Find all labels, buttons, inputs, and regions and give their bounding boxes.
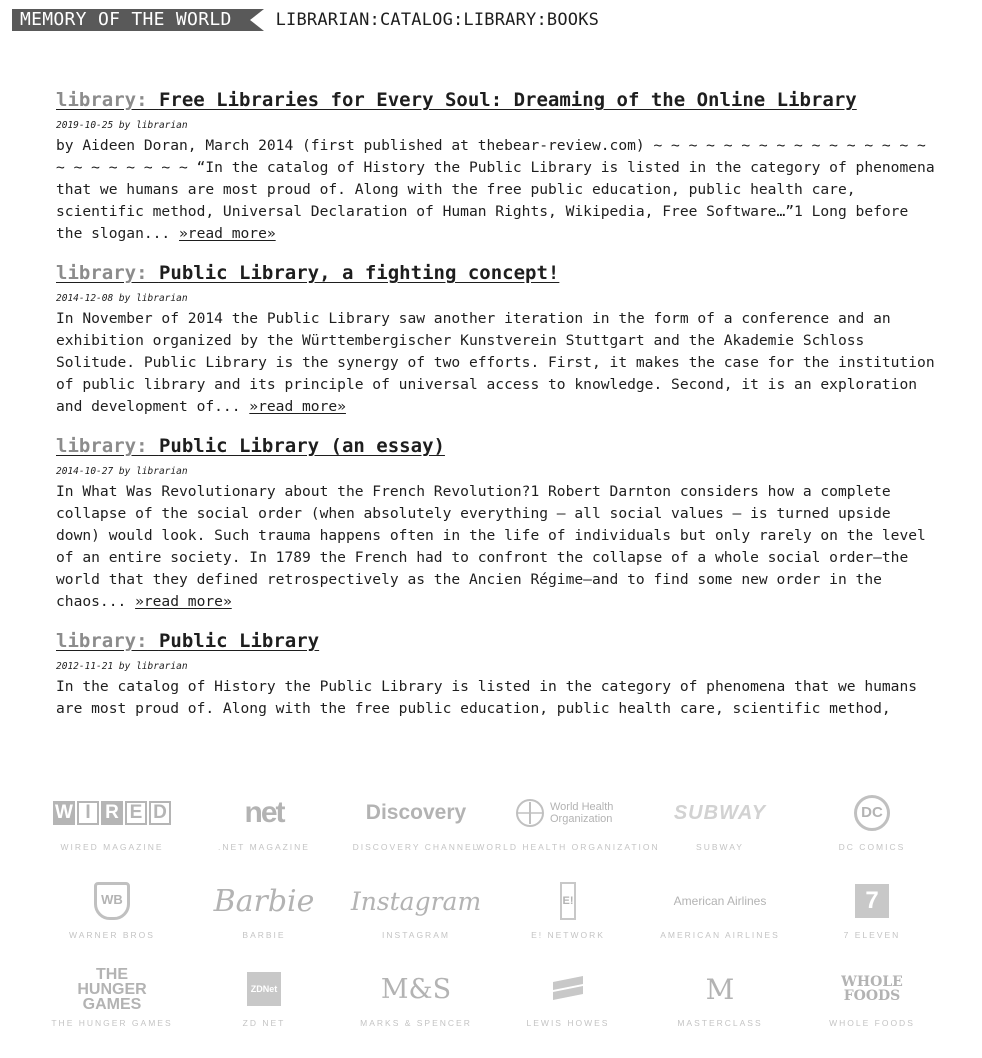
post-meta: 2012-11-21 by librarian	[56, 661, 188, 672]
logo-marks-spencer	[340, 964, 492, 1052]
read-more-link[interactable]: »read more»	[179, 225, 276, 242]
post-meta: 2014-10-27 by librarian	[56, 466, 188, 477]
logo-caption: WIRED MAGAZINE	[60, 842, 164, 852]
logo-caption: DISCOVERY CHANNEL	[352, 842, 480, 852]
logo-instagram	[340, 876, 492, 964]
instagram-logo-icon: Instagram	[350, 886, 482, 916]
logo-lewis-howes	[492, 964, 644, 1052]
logo-caption: AMERICAN AIRLINES	[660, 930, 780, 940]
post-excerpt	[56, 308, 936, 418]
logo-caption: .NET MAGAZINE	[218, 842, 310, 852]
logo-seven-eleven	[796, 876, 948, 964]
logo-caption: E! NETWORK	[531, 930, 605, 940]
hunger-games-logo-icon: THE HUNGER GAMES	[77, 965, 147, 1013]
logo-barbie	[188, 876, 340, 964]
site-title[interactable]: MEMORY OF THE WORLD	[20, 9, 232, 30]
post-excerpt-text: In the catalog of History the Public Library is listed in the category of phenomena that we humans are most proud of. Along with the free public education, public health care, scientific method,	[56, 678, 918, 717]
marks-spencer-logo-icon: M&S	[380, 973, 452, 1005]
logo-caption: SUBWAY	[696, 842, 744, 852]
post-excerpt	[56, 676, 936, 720]
whole-foods-logo-icon: WHOLE FOODS	[841, 974, 903, 1004]
site-header	[12, 9, 599, 31]
post-meta: 2019-10-25 by librarian	[56, 120, 188, 131]
logo-whole-foods	[796, 964, 948, 1052]
e-wordmark: E!	[560, 882, 576, 920]
who-emblem-icon	[514, 798, 546, 828]
post-title[interactable]: Public Library, a fighting concept!	[158, 262, 560, 284]
breadcrumb[interactable]: LIBRARIAN:CATALOG:LIBRARY:BOOKS	[275, 10, 600, 30]
read-more-link[interactable]: »read more»	[135, 593, 232, 610]
wired-wordmark: W I R E D	[53, 801, 171, 825]
logo-caption: BARBIE	[242, 930, 286, 940]
who-logo-icon	[514, 792, 622, 834]
post-meta: 2014-12-08 by librarian	[56, 293, 188, 304]
client-logo-grid	[36, 788, 948, 1038]
logo-hunger-games	[36, 964, 188, 1052]
badge-notch-icon	[250, 9, 264, 31]
post-category[interactable]: library:	[56, 630, 148, 652]
post-item	[56, 86, 936, 245]
post-title-link[interactable]	[56, 627, 936, 655]
wb-shield: WB	[94, 882, 130, 920]
zdnet-logo-icon	[247, 968, 281, 1010]
post-item	[56, 432, 936, 613]
lewis-howes-emblem-icon	[551, 972, 585, 1006]
logo-caption: MARKS & SPENCER	[360, 1018, 472, 1028]
discovery-logo-icon: Discovery	[365, 801, 467, 824]
dc-logo-icon	[854, 792, 890, 834]
post-title-link[interactable]	[56, 259, 936, 287]
post-title[interactable]: Public Library	[158, 630, 320, 652]
logo-warner-bros	[36, 876, 188, 964]
post-category[interactable]: library:	[56, 262, 148, 284]
logo-caption: LEWIS HOWES	[526, 1018, 610, 1028]
read-more-link[interactable]: »read more»	[249, 398, 346, 415]
logo-caption: THE HUNGER GAMES	[51, 1018, 173, 1028]
logo-discovery	[340, 788, 492, 876]
logo-dc	[796, 788, 948, 876]
site-title-badge[interactable]	[12, 9, 264, 31]
logo-subway	[644, 788, 796, 876]
post-title[interactable]: Free Libraries for Every Soul: Dreaming of the Online Library	[158, 89, 857, 111]
seven-eleven-logo-icon	[855, 880, 889, 922]
wired-logo-icon	[53, 792, 171, 834]
who-wordmark: World Health Organization	[550, 801, 614, 825]
zdnet-box: ZDNet	[247, 972, 281, 1006]
logo-caption: DC COMICS	[838, 842, 906, 852]
logo-who	[476, 788, 660, 876]
logo-caption: MASTERCLASS	[677, 1018, 763, 1028]
logo-e-network	[492, 876, 644, 964]
post-excerpt-text: by Aideen Doran, March 2014 (first published at thebear-review.com) ~ ~ ~ ~ ~ ~ ~ ~ ~ ~ ~ ~ ~ ~ ~ ~ ~ ~ ~ ~ ~ ~ ~ ~ “In the catalog of History the Public Library is listed in the category of phenomena that we humans are most proud of. Along with the free public education, public health care, scientific method, Universal Declaration of Human Rights, Wikipedia, Free Software…”1 Long before the slogan...	[56, 137, 935, 242]
lewis-howes-logo-icon	[551, 968, 585, 1010]
logo-caption: 7 ELEVEN	[843, 930, 901, 940]
post-excerpt-text: In November of 2014 the Public Library saw another iteration in the form of a conference and an exhibition organized by the Württembergischer Kunstverein Stuttgart and the Akademie Schloss Solitude. Public Library is the synergy of two efforts. First, it makes the case for the institution of public library and its principle of universal access to knowledge. Second, it is an exploration and development of...	[56, 310, 935, 415]
logo-caption: WORLD HEALTH ORGANIZATION	[476, 842, 660, 852]
post-item	[56, 627, 936, 720]
subway-logo-icon: SUBWAY	[673, 801, 767, 824]
american-airlines-logo-icon: American Airlines	[673, 894, 767, 908]
logo-masterclass	[644, 964, 796, 1052]
post-title[interactable]: Public Library (an essay)	[158, 435, 445, 457]
post-category[interactable]: library:	[56, 435, 148, 457]
post-category[interactable]: library:	[56, 89, 148, 111]
net-logo-icon: net	[244, 796, 284, 829]
post-item	[56, 259, 936, 418]
seven-eleven-box: 7	[855, 884, 889, 918]
logo-american-airlines	[644, 876, 796, 964]
logo-caption: INSTAGRAM	[382, 930, 450, 940]
logo-caption: WHOLE FOODS	[829, 1018, 915, 1028]
post-excerpt-text: In What Was Revolutionary about the French Revolution?1 Robert Darnton considers how a complete collapse of the social order (when absolutely everything – all social values – is turned upside down) would look. Such trauma happens often in the life of individuals but only rarely on the level of an entire society. In 1789 the French had to confront the collapse of a whole social order—the world that they defined retrospectively as the Ancien Régime—and to find some new order in the chaos...	[56, 483, 926, 610]
logo-caption: WARNER BROS	[69, 930, 155, 940]
dc-wordmark: DC	[854, 795, 890, 831]
logo-zdnet	[188, 964, 340, 1052]
logo-wired	[36, 788, 188, 876]
post-excerpt	[56, 481, 936, 613]
post-title-link[interactable]	[56, 432, 936, 460]
e-network-logo-icon	[560, 880, 576, 922]
post-excerpt	[56, 135, 936, 245]
logo-net	[188, 788, 340, 876]
post-list	[56, 86, 936, 738]
post-title-link[interactable]	[56, 86, 936, 114]
logo-caption: ZD NET	[242, 1018, 286, 1028]
masterclass-logo-icon: M	[705, 972, 735, 1006]
warner-bros-logo-icon	[94, 880, 130, 922]
barbie-logo-icon: Barbie	[213, 883, 315, 919]
